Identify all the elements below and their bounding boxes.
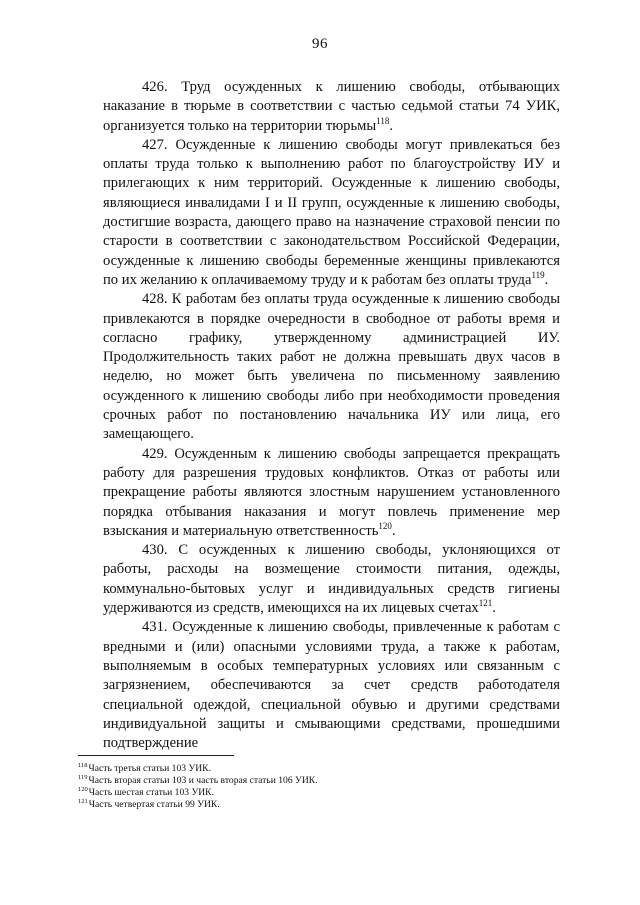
footnote-divider bbox=[78, 755, 234, 756]
paragraph-tail: . bbox=[391, 522, 396, 539]
footnote-ref-119: 119 bbox=[531, 269, 545, 280]
footnote-121 bbox=[78, 799, 538, 811]
paragraph-428 bbox=[103, 290, 560, 444]
paragraph-429 bbox=[103, 445, 560, 541]
footnote-119 bbox=[78, 775, 538, 787]
paragraph-text: 431. Осужденные к лишению свободы, привлеченные к работам с вредными и (или) опасными условиями труда, а также к работам, выполняемым в особых температурных условиях или связанным с загрязнением, обеспечиваются за счет средств работодателя специальной одеждой, специальной обувью и другими средствами индивидуальной защиты и смывающими средствами, прошедшими подтверждение bbox=[103, 619, 560, 752]
footnote-number: 118 bbox=[78, 762, 88, 769]
paragraph-tail: . bbox=[389, 117, 393, 134]
body-text bbox=[103, 78, 560, 753]
paragraph-text: 428. К работам без оплаты труда осужденные к лишению свободы привлекаются в порядке очередности в свободное от работы время и согласно графику, утвержденному администрацией ИУ. Продолжительность таких работ не должна превышать двух часов в неделю, но может быть увеличена по письменному заявлению осужденного к лишению свободы либо при необходимости проведения срочных работ по постановлению начальника ИУ или лица, его замещающего. bbox=[103, 291, 560, 443]
paragraph-text: 430. С осужденных к лишению свободы, уклоняющихся от работы, расходы на возмещение стоимости питания, одежды, коммунально-бытовых услуг и индивидуальных средств гигиены удерживаются из средств, имеющихся на их лицевых счетах bbox=[103, 542, 560, 617]
paragraph-text: 429. Осужденным к лишению свободы запрещается прекращать работу для разрешения трудовых конфликтов. Отказ от работы или прекращение работы являются злостным нарушением установленного порядка отбывания наказания и могут повлечь применение мер взыскания и материальную ответственность bbox=[103, 445, 560, 539]
paragraph-tail: . bbox=[544, 271, 549, 288]
footnote-118 bbox=[78, 763, 538, 775]
footnote-text: Часть третья статьи 103 УИК. bbox=[88, 763, 211, 774]
footnote-number: 121 bbox=[78, 798, 88, 805]
paragraph-431 bbox=[103, 618, 560, 753]
page-number: 96 bbox=[312, 36, 328, 52]
footnote-text: Часть вторая статьи 103 и часть вторая статьи 106 УИК. bbox=[88, 775, 318, 786]
paragraph-430 bbox=[103, 541, 560, 618]
paragraph-426 bbox=[103, 78, 560, 136]
footnote-number: 120 bbox=[78, 786, 88, 793]
paragraph-tail: . bbox=[492, 600, 496, 617]
footnotes bbox=[78, 763, 538, 811]
footnote-text: Часть шестая статьи 103 УИК. bbox=[88, 787, 214, 798]
footnote-text: Часть четвертая статьи 99 УИК. bbox=[88, 799, 220, 810]
paragraph-text: 426. Труд осужденных к лишению свободы, отбывающих наказание в тюрьме в соответствии с частью седьмой статьи 74 УИК, организуется только на территории тюрьмы bbox=[103, 79, 560, 134]
footnote-number: 119 bbox=[78, 774, 88, 781]
footnote-ref-121: 121 bbox=[478, 598, 493, 609]
footnote-ref-120: 120 bbox=[378, 520, 392, 531]
footnote-120 bbox=[78, 787, 538, 799]
paragraph-text: 427. Осужденные к лишению свободы могут привлекаться без оплаты труда только к выполнению работ по благоустройству ИУ и прилегающих к ним территорий. Осужденные к лишению свободы, являющиеся инвалидами I и II групп, осужденные к лишению свободы, достигшие возраста, дающего право на назначение страховой пенсии по старости в соответствии с законодательством Российской Федерации, осужденные к лишению свободы беременные женщины привлекаются по их желанию к оплачиваемому труду и к работам без оплаты труда bbox=[103, 136, 560, 288]
paragraph-427 bbox=[103, 136, 560, 290]
footnote-ref-118: 118 bbox=[376, 115, 390, 126]
